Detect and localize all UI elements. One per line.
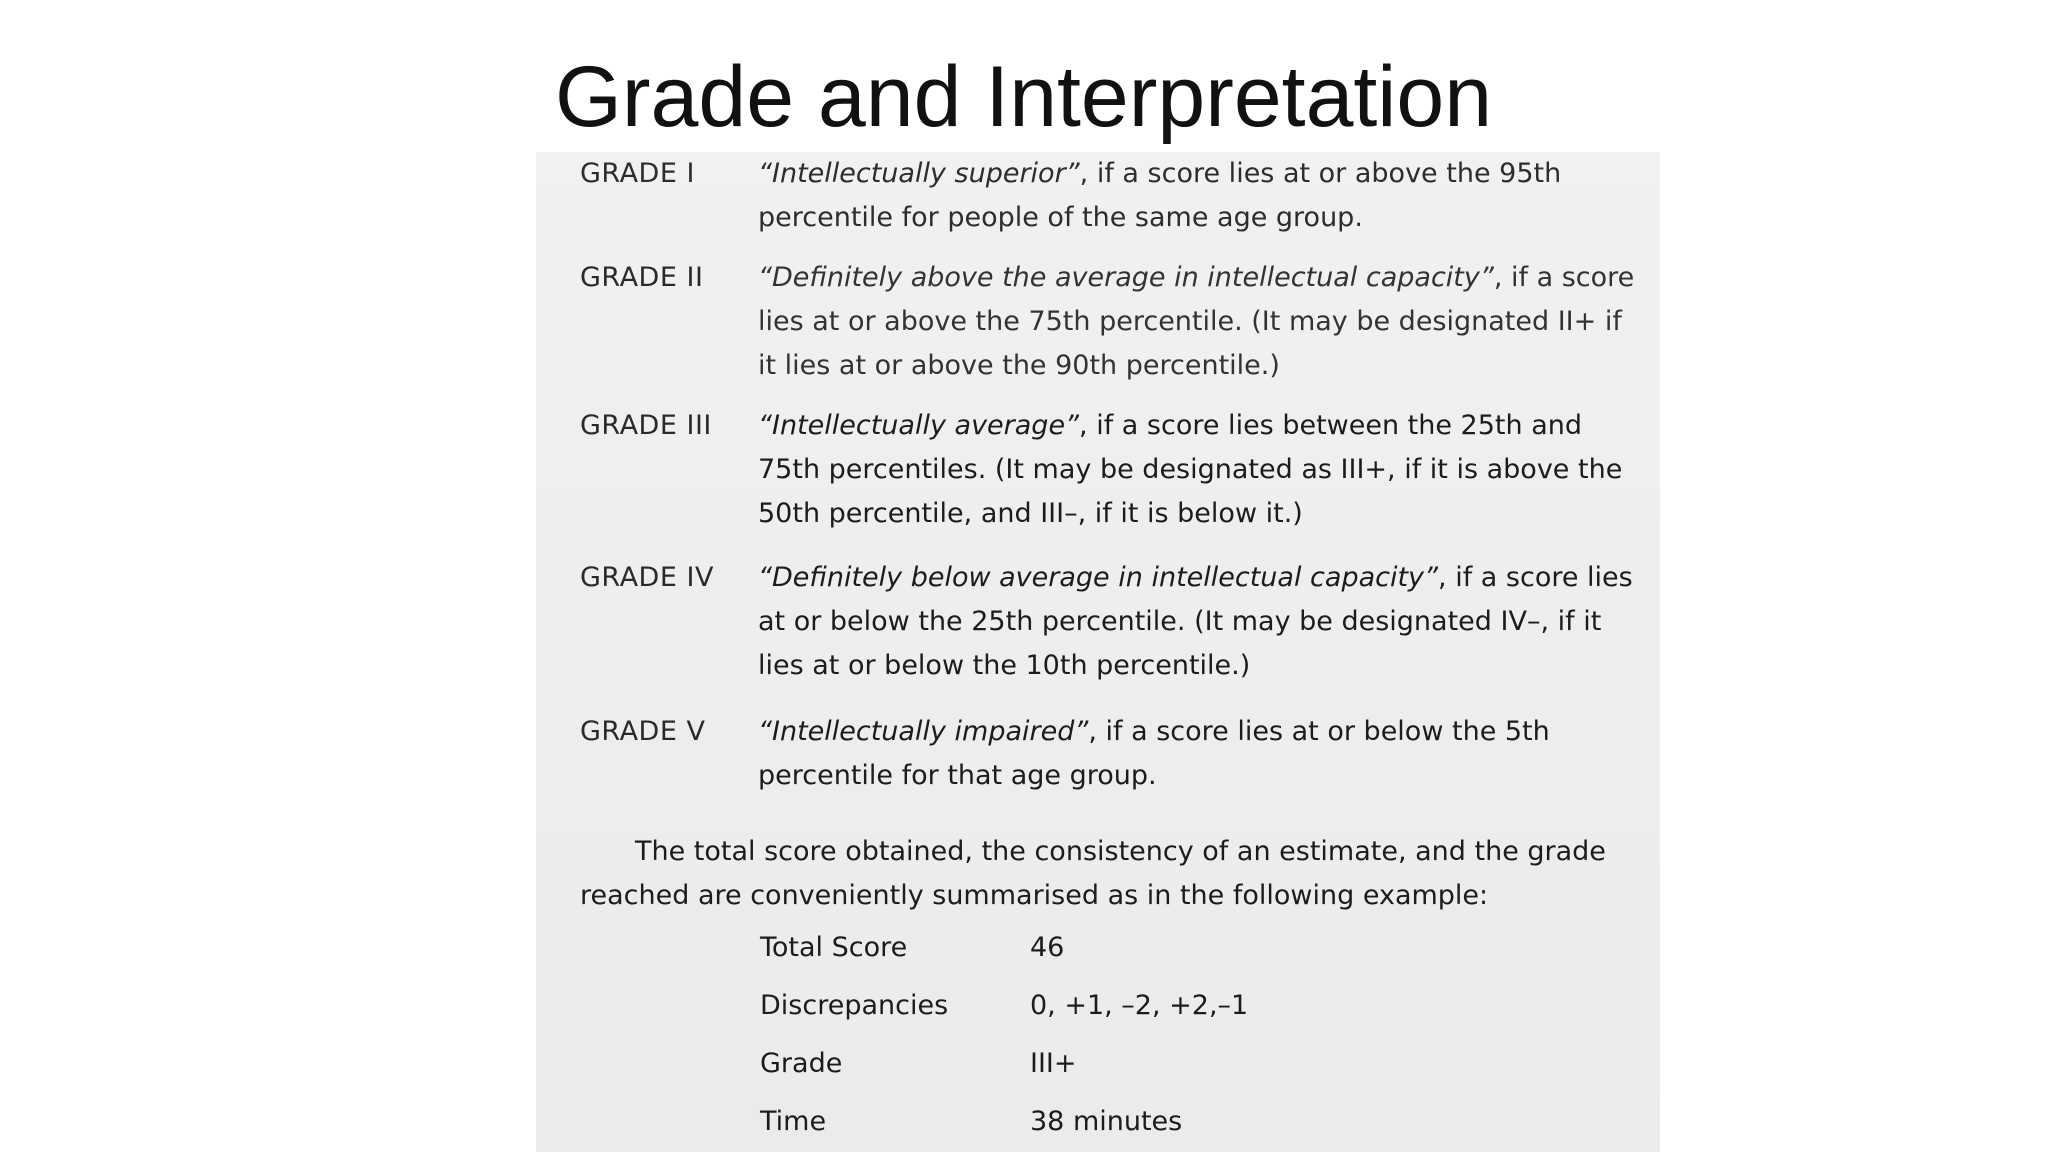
- example-key: Grade: [760, 1048, 843, 1079]
- grade-label: GRADE V: [580, 716, 706, 747]
- grade-description: [758, 152, 1638, 240]
- grade-criteria: , if a score lies at or above the 95th percentile for people of the same age group.: [758, 158, 1562, 233]
- example-row: [760, 1042, 1460, 1100]
- grade-description: [758, 256, 1638, 388]
- example-row: [760, 984, 1460, 1042]
- example-row: [760, 926, 1460, 984]
- example-value: 0, +1, –2, +2,–1: [1030, 990, 1249, 1021]
- grade-quote: “Intellectually impaired”: [758, 716, 1089, 747]
- slide-title: Grade and Interpretation: [555, 49, 1493, 145]
- grade-description: [758, 710, 1638, 798]
- grade-criteria: , if a score lies at or below the 25th percentile. (It may be designated IV–, if it lies at or below the 10th percentile.): [758, 562, 1633, 681]
- summary-paragraph: The total score obtained, the consistency of an estimate, and the grade reached are conveniently summarised as in the following example:: [580, 836, 1606, 911]
- example-key: Total Score: [760, 932, 908, 963]
- grade-quote: “Definitely above the average in intellectual capacity”: [758, 262, 1494, 293]
- example-value: 38 minutes: [1030, 1106, 1183, 1137]
- example-key: Time: [760, 1106, 827, 1137]
- grade-label: GRADE IV: [580, 562, 714, 593]
- grade-criteria: , if a score lies at or below the 5th percentile for that age group.: [758, 716, 1550, 791]
- example-value: 46: [1030, 932, 1065, 963]
- grade-quote: “Intellectually superior”: [758, 158, 1080, 189]
- example-table: [760, 926, 1460, 1152]
- grade-label: GRADE II: [580, 262, 704, 293]
- grade-criteria: , if a score lies between the 25th and 75th percentiles. (It may be designated as III+, if it is above the 50th percentile, and III–, if it is below it.): [758, 410, 1623, 529]
- example-key: Discrepancies: [760, 990, 949, 1021]
- grade-quote: “Intellectually average”: [758, 410, 1080, 441]
- grade-label: GRADE III: [580, 410, 712, 441]
- grade-criteria: , if a score lies at or above the 75th percentile. (It may be designated II+ if it lies at or above the 90th percentile.): [758, 262, 1635, 381]
- grade-quote: “Definitely below average in intellectual capacity”: [758, 562, 1439, 593]
- grade-description: [758, 556, 1638, 688]
- example-row: [760, 1100, 1460, 1152]
- grade-description: [758, 404, 1638, 536]
- grade-label: GRADE I: [580, 158, 695, 189]
- example-value: III+: [1030, 1048, 1077, 1079]
- scanned-page: [536, 152, 1660, 1152]
